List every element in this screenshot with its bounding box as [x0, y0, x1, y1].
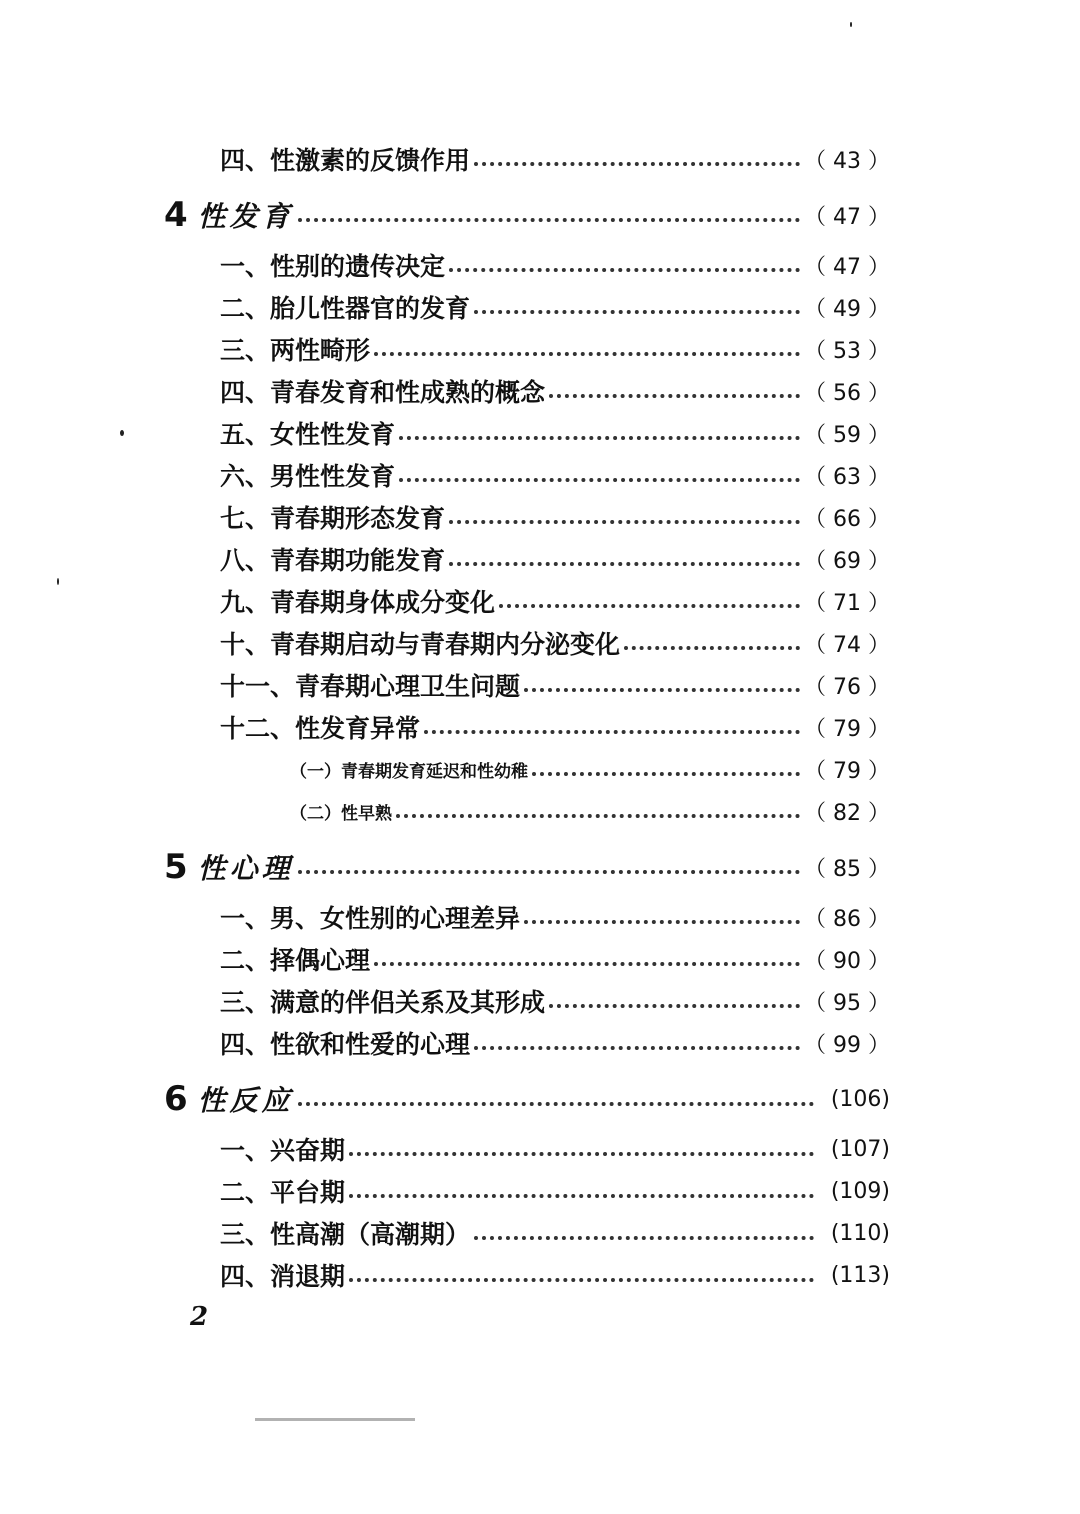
dot-leader: [532, 772, 800, 776]
toc-entry-label: 七、青春期形态发育: [220, 504, 446, 533]
dot-leader: [524, 688, 800, 692]
toc-chapter-row: [160, 186, 890, 244]
toc-entry-label: 三、满意的伴侣关系及其形成: [220, 988, 546, 1017]
toc-entry-label: 一、性别的遗传决定: [220, 252, 446, 281]
table-of-contents: [160, 138, 890, 1296]
toc-page-number: （ 69 ）: [804, 548, 890, 574]
toc-page-number: (109): [830, 1178, 890, 1204]
toc-entry-label: 二、平台期: [220, 1178, 346, 1207]
toc-entry-label: （二）性早熟: [290, 803, 392, 824]
toc-page-number: （ 90 ）: [804, 948, 890, 974]
toc-entry-label: 九、青春期身体成分变化: [220, 588, 496, 617]
toc-section-row: [160, 370, 890, 412]
toc-page-number: (107): [830, 1136, 890, 1162]
toc-page-number: （ 63 ）: [804, 464, 890, 490]
toc-page-number: （ 74 ）: [804, 632, 890, 658]
toc-page-number: （ 43 ）: [804, 148, 890, 174]
page-number: 2: [190, 1302, 209, 1332]
toc-section-row: [160, 1022, 890, 1064]
toc-section-row: [160, 706, 890, 748]
toc-section-row: [160, 980, 890, 1022]
toc-section-row: [160, 1128, 890, 1170]
toc-subsection-row: [160, 748, 890, 790]
toc-page-number: （ 76 ）: [804, 674, 890, 700]
toc-entry-label: 一、兴奋期: [220, 1136, 346, 1165]
dot-leader: [474, 1236, 814, 1240]
dot-leader: [449, 562, 800, 566]
toc-page-number: （ 71 ）: [804, 590, 890, 616]
dot-leader: [298, 870, 800, 874]
dot-leader: [349, 1194, 814, 1198]
toc-entry-label: 五、女性性发育: [220, 420, 396, 449]
toc-section-row: [160, 244, 890, 286]
toc-section-row: [160, 286, 890, 328]
toc-page-number: （ 49 ）: [804, 296, 890, 322]
toc-entry-label: 四、青春发育和性成熟的概念: [220, 378, 546, 407]
toc-page-number: （ 59 ）: [804, 422, 890, 448]
toc-entry-label: 二、胎儿性器官的发育: [220, 294, 471, 323]
chapter-number: 5: [164, 847, 188, 887]
toc-page-number: (113): [830, 1262, 890, 1288]
toc-entry-label: 八、青春期功能发育: [220, 546, 446, 575]
toc-entry-label: 四、消退期: [220, 1262, 346, 1291]
toc-chapter-row: [160, 838, 890, 896]
dot-leader: [399, 436, 800, 440]
chapter-number: 4: [164, 195, 188, 235]
toc-entry-label: 二、择偶心理: [220, 946, 371, 975]
toc-page-number: （ 79 ）: [804, 758, 890, 784]
toc-entry-label: 十、青春期启动与青春期内分泌变化: [220, 630, 621, 659]
dot-leader: [474, 310, 800, 314]
toc-entry-label: 四、性激素的反馈作用: [220, 146, 471, 175]
toc-entry-label: 性反应: [197, 1084, 294, 1117]
dot-leader: [298, 1102, 814, 1106]
dot-leader: [524, 920, 800, 924]
dot-leader: [298, 218, 800, 222]
toc-page-number: （ 79 ）: [804, 716, 890, 742]
scan-speck: [57, 578, 59, 585]
toc-section-row: [160, 138, 890, 180]
toc-section-row: [160, 938, 890, 980]
toc-page-number: （ 47 ）: [804, 254, 890, 280]
toc-section-row: [160, 1254, 890, 1296]
toc-chapter-row: [160, 1070, 890, 1128]
toc-section-row: [160, 496, 890, 538]
toc-section-row: [160, 580, 890, 622]
toc-page-number: （ 47 ）: [804, 204, 890, 230]
dot-leader: [624, 646, 800, 650]
toc-section-row: [160, 1212, 890, 1254]
toc-section-row: [160, 896, 890, 938]
toc-entry-label: 性发育: [197, 200, 294, 233]
dot-leader: [474, 162, 800, 166]
toc-entry-label: 十二、性发育异常: [220, 714, 421, 743]
toc-entry-label: 十一、青春期心理卫生问题: [220, 672, 521, 701]
toc-entry-label: 六、男性性发育: [220, 462, 396, 491]
toc-entry-label: 三、两性畸形: [220, 336, 371, 365]
toc-entry-label: 四、性欲和性爱的心理: [220, 1030, 471, 1059]
dot-leader: [399, 478, 800, 482]
dot-leader: [396, 814, 800, 818]
dot-leader: [549, 394, 800, 398]
toc-entry-label: 三、性高潮（高潮期）: [220, 1220, 471, 1249]
toc-section-row: [160, 412, 890, 454]
dot-leader: [499, 604, 800, 608]
dot-leader: [374, 352, 800, 356]
toc-page-number: （ 85 ）: [804, 856, 890, 882]
dot-leader: [349, 1278, 814, 1282]
toc-section-row: [160, 328, 890, 370]
dot-leader: [549, 1004, 800, 1008]
dot-leader: [449, 520, 800, 524]
dot-leader: [374, 962, 800, 966]
toc-page-number: (110): [830, 1220, 890, 1246]
scan-speck: [850, 22, 852, 27]
toc-section-row: [160, 1170, 890, 1212]
toc-page-number: （ 99 ）: [804, 1032, 890, 1058]
toc-section-row: [160, 454, 890, 496]
toc-page-number: （ 66 ）: [804, 506, 890, 532]
toc-section-row: [160, 538, 890, 580]
toc-page-number: (106): [830, 1086, 890, 1112]
toc-entry-label: 性心理: [197, 852, 294, 885]
toc-page-number: （ 53 ）: [804, 338, 890, 364]
toc-section-row: [160, 664, 890, 706]
dot-leader: [474, 1046, 800, 1050]
dot-leader: [349, 1152, 814, 1156]
toc-entry-label: （一）青春期发育延迟和性幼稚: [290, 761, 528, 782]
toc-entry-label: 一、男、女性别的心理差异: [220, 904, 521, 933]
toc-subsection-row: [160, 790, 890, 832]
dot-leader: [449, 268, 800, 272]
chapter-number: 6: [164, 1079, 188, 1119]
toc-page-number: （ 95 ）: [804, 990, 890, 1016]
toc-section-row: [160, 622, 890, 664]
scan-line: [255, 1418, 415, 1421]
toc-page-number: （ 86 ）: [804, 906, 890, 932]
toc-page-number: （ 82 ）: [804, 800, 890, 826]
dot-leader: [424, 730, 800, 734]
scan-speck: [120, 430, 124, 436]
toc-page-number: （ 56 ）: [804, 380, 890, 406]
